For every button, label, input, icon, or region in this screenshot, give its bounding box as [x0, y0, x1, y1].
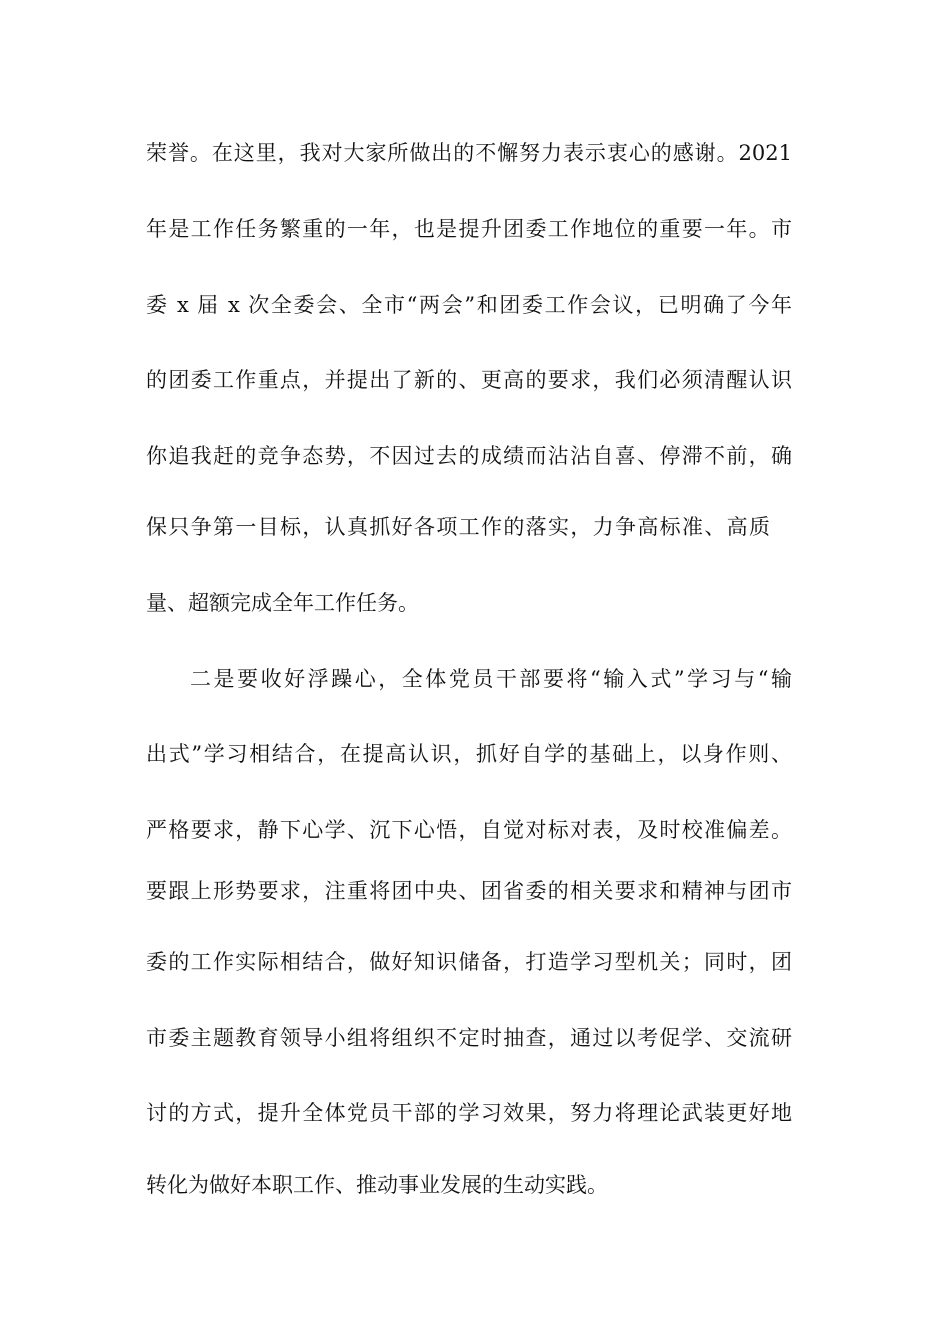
- body-text-line: 你追我赶的竞争态势，不因过去的成绩而沾沾自喜、停滞不前，确: [146, 444, 792, 468]
- body-text-line: 要跟上形势要求，注重将团中央、团省委的相关要求和精神与团市: [146, 879, 792, 903]
- body-text-line: 荣誉。在这里，我对大家所做出的不懈努力表示衷心的感谢。2021: [146, 141, 792, 165]
- body-text-line: 严格要求，静下心学、沉下心悟，自觉对标对表，及时校准偏差。: [146, 818, 792, 842]
- paragraph-first-line: 二是要收好浮躁心，全体党员干部要将“输入式”学习与“输: [190, 667, 792, 691]
- body-text-line: 讨的方式，提升全体党员干部的学习效果，努力将理论武装更好地: [146, 1101, 792, 1125]
- body-text-line: 委的工作实际相结合，做好知识储备，打造学习型机关；同时，团: [146, 950, 792, 974]
- body-text-line: 出式”学习相结合，在提高认识，抓好自学的基础上，以身作则、: [146, 742, 792, 766]
- body-text-line: 转化为做好本职工作、推动事业发展的生动实践。: [146, 1173, 608, 1197]
- body-text-line: 量、超额完成全年工作任务。: [146, 591, 419, 615]
- body-text-line: 市委主题教育领导小组将组织不定时抽查，通过以考促学、交流研: [146, 1026, 792, 1050]
- body-text-line: 委 x 届 x 次全委会、全市“两会”和团委工作会议，已明确了今年: [146, 293, 792, 317]
- body-text-line: 保只争第一目标，认真抓好各项工作的落实，力争高标准、高质: [146, 515, 770, 539]
- body-text-line: 的团委工作重点，并提出了新的、更高的要求，我们必须清醒认识: [146, 368, 792, 392]
- body-text-line: 年是工作任务繁重的一年，也是提升团委工作地位的重要一年。市: [146, 217, 792, 241]
